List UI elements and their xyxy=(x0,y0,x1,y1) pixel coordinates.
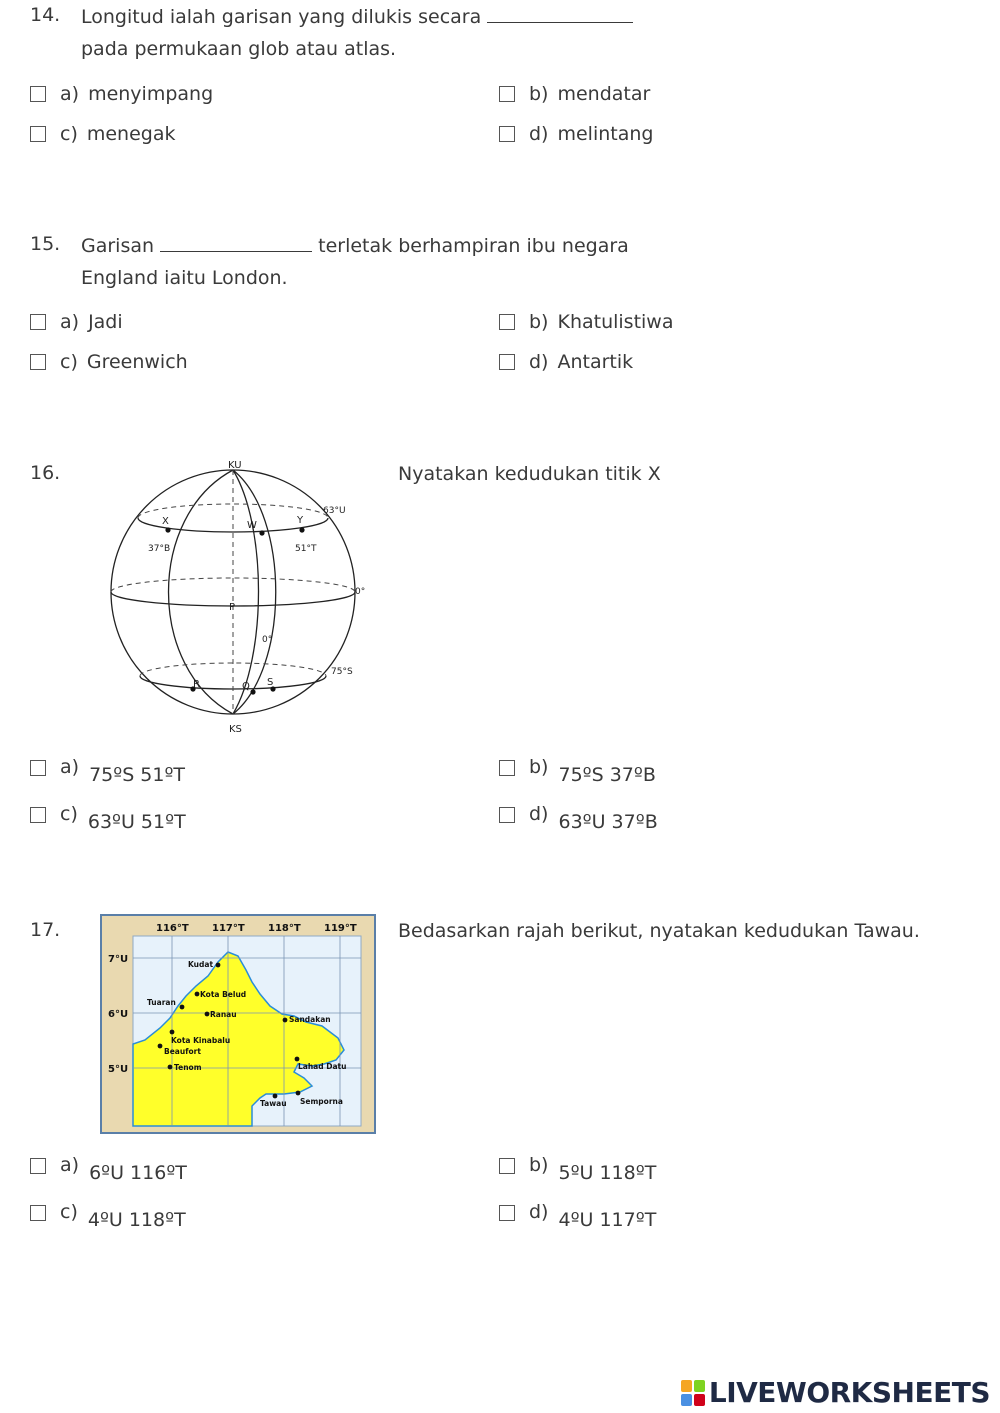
q17-option-c[interactable] xyxy=(30,1201,186,1231)
logo-cell xyxy=(694,1380,705,1392)
dot-beaufort xyxy=(158,1044,163,1049)
q16-number: 16. xyxy=(30,462,61,484)
q16-checkbox-c[interactable] xyxy=(30,807,46,823)
label-51t: 51°T xyxy=(295,544,317,554)
q15-text-line1 xyxy=(81,233,629,257)
point-x xyxy=(165,527,170,532)
label-kota-belud: Kota Belud xyxy=(200,990,247,999)
label-116t: 116°T xyxy=(156,923,189,934)
label-sandakan: Sandakan xyxy=(289,1015,331,1024)
option-label: a) xyxy=(60,1154,80,1176)
option-label: c) xyxy=(60,1201,78,1223)
q14-option-a[interactable] xyxy=(30,81,213,107)
option-label: d) xyxy=(529,351,549,373)
q17-checkbox-d[interactable] xyxy=(499,1205,515,1221)
logo-cell xyxy=(681,1380,692,1392)
dot-tenom xyxy=(168,1065,173,1070)
option-label: a) xyxy=(60,756,80,778)
label-117t: 117°T xyxy=(212,923,245,934)
label-tawau: Tawau xyxy=(260,1099,287,1108)
q15-option-b[interactable] xyxy=(499,309,674,335)
meridian-0 xyxy=(233,470,259,714)
label-y: Y xyxy=(297,515,304,526)
option-text: 63ºU 37ºB xyxy=(558,811,658,833)
logo-cell xyxy=(694,1394,705,1406)
q15-checkbox-d[interactable] xyxy=(499,354,515,370)
q14-text-before: Longitud ialah garisan yang dilukis secara xyxy=(81,6,482,28)
q16-option-c[interactable] xyxy=(30,803,186,833)
label-semporna: Semporna xyxy=(300,1097,343,1106)
q16-checkbox-b[interactable] xyxy=(499,760,515,776)
option-text: Antartik xyxy=(557,351,634,373)
label-w: W xyxy=(247,520,257,531)
q15-option-c[interactable] xyxy=(30,349,188,375)
option-label: a) xyxy=(60,311,80,333)
label-meridian: 0° xyxy=(262,635,273,645)
q14-checkbox-a[interactable] xyxy=(30,86,46,102)
q17-checkbox-c[interactable] xyxy=(30,1205,46,1221)
q16-option-b[interactable] xyxy=(499,756,656,786)
q14-option-d[interactable] xyxy=(499,121,653,147)
dot-semporna xyxy=(296,1091,301,1096)
q16-option-a[interactable] xyxy=(30,756,186,786)
q17-question: Bedasarkan rajah berikut, nyatakan kedudukan Tawau. xyxy=(398,920,920,942)
label-r: R xyxy=(193,679,200,690)
q16-checkbox-a[interactable] xyxy=(30,760,46,776)
q15-checkbox-c[interactable] xyxy=(30,354,46,370)
liveworksheets-logo[interactable] xyxy=(681,1376,990,1409)
label-ku: KU xyxy=(228,460,242,471)
q14-number: 14. xyxy=(30,4,61,26)
dot-tuaran xyxy=(180,1005,185,1010)
q15-blank xyxy=(160,233,312,252)
option-label: c) xyxy=(60,123,78,145)
point-y xyxy=(299,527,304,532)
option-text: Greenwich xyxy=(86,351,188,373)
option-label: c) xyxy=(60,351,78,373)
q15-option-d[interactable] xyxy=(499,349,633,375)
q14-checkbox-c[interactable] xyxy=(30,126,46,142)
q17-number: 17. xyxy=(30,919,61,941)
q15-text-line2: England iaitu London. xyxy=(81,267,288,289)
dot-ranau xyxy=(205,1012,210,1017)
globe-diagram xyxy=(105,456,375,738)
q14-option-b[interactable] xyxy=(499,81,650,107)
q17-option-a[interactable] xyxy=(30,1154,187,1184)
label-q: Q xyxy=(242,681,250,692)
option-text: Jadi xyxy=(88,311,123,333)
option-label: b) xyxy=(529,1154,549,1176)
q16-option-d[interactable] xyxy=(499,803,658,833)
label-x: X xyxy=(162,516,169,527)
q15-text-before: Garisan xyxy=(81,235,155,257)
label-beaufort: Beaufort xyxy=(164,1047,201,1056)
dot-sandakan xyxy=(283,1018,288,1023)
label-s: S xyxy=(267,677,274,688)
option-label: d) xyxy=(529,123,549,145)
label-75s: 75°S xyxy=(331,667,353,677)
label-7u: 7°U xyxy=(108,954,129,965)
dot-lahad-datu xyxy=(295,1057,300,1062)
label-63u: 63°U xyxy=(323,506,346,516)
q15-text-after: terletak berhampiran ibu negara xyxy=(318,235,629,257)
label-tenom: Tenom xyxy=(174,1063,202,1072)
q14-checkbox-b[interactable] xyxy=(499,86,515,102)
option-text: 75ºS 37ºB xyxy=(558,764,656,786)
q15-option-a[interactable] xyxy=(30,309,123,335)
dot-kudat xyxy=(216,963,221,968)
q15-number: 15. xyxy=(30,233,61,255)
option-label: d) xyxy=(529,1201,549,1223)
q16-checkbox-d[interactable] xyxy=(499,807,515,823)
label-5u: 5°U xyxy=(108,1064,129,1075)
option-text: 4ºU 117ºT xyxy=(558,1209,657,1231)
option-text: mendatar xyxy=(557,83,651,105)
label-118t: 118°T xyxy=(268,923,301,934)
option-label: b) xyxy=(529,311,549,333)
q14-text-line2: pada permukaan glob atau atlas. xyxy=(81,38,397,60)
q17-option-d[interactable] xyxy=(499,1201,657,1231)
meridian-37b xyxy=(169,470,234,714)
label-tuaran: Tuaran xyxy=(147,998,176,1007)
label-6u: 6°U xyxy=(108,1009,129,1020)
option-label: a) xyxy=(60,83,80,105)
q17-option-b[interactable] xyxy=(499,1154,657,1184)
label-37b: 37°B xyxy=(148,544,171,554)
option-text: 63ºU 51ºT xyxy=(87,811,186,833)
option-text: 6ºU 116ºT xyxy=(89,1162,187,1184)
option-label: d) xyxy=(529,803,549,825)
label-lahad-datu: Lahad Datu xyxy=(298,1062,347,1071)
dot-kota-kinabalu xyxy=(170,1030,175,1035)
logo-cell xyxy=(681,1394,692,1406)
option-text: menegak xyxy=(86,123,176,145)
label-ks: KS xyxy=(229,724,242,735)
option-text: 4ºU 118ºT xyxy=(87,1209,186,1231)
label-ranau: Ranau xyxy=(210,1010,237,1019)
label-p: P xyxy=(229,602,236,613)
label-equator: 0° xyxy=(355,587,366,597)
q14-text-line1 xyxy=(81,4,633,28)
option-label: b) xyxy=(529,83,549,105)
option-label: c) xyxy=(60,803,78,825)
option-text: menyimpang xyxy=(88,83,214,105)
q14-checkbox-d[interactable] xyxy=(499,126,515,142)
q15-checkbox-b[interactable] xyxy=(499,314,515,330)
point-w xyxy=(259,530,264,535)
q15-checkbox-a[interactable] xyxy=(30,314,46,330)
option-text: Khatulistiwa xyxy=(557,311,674,333)
q16-question: Nyatakan kedudukan titik X xyxy=(398,463,661,485)
option-text: 75ºS 51ºT xyxy=(89,764,186,786)
q14-option-c[interactable] xyxy=(30,121,176,147)
dot-kota-belud xyxy=(195,992,200,997)
label-kota-kinabalu: Kota Kinabalu xyxy=(171,1036,231,1045)
q17-checkbox-b[interactable] xyxy=(499,1158,515,1174)
point-q xyxy=(250,689,255,694)
sabah-map xyxy=(100,914,376,1134)
q17-checkbox-a[interactable] xyxy=(30,1158,46,1174)
logo-text: LIVEWORKSHEETS xyxy=(708,1376,990,1409)
label-kudat: Kudat xyxy=(188,960,214,969)
label-119t: 119°T xyxy=(324,923,357,934)
option-text: 5ºU 118ºT xyxy=(558,1162,657,1184)
option-text: melintang xyxy=(557,123,654,145)
dot-tawau xyxy=(273,1094,278,1099)
logo-mark-icon xyxy=(681,1380,705,1406)
q14-blank xyxy=(487,4,633,23)
option-label: b) xyxy=(529,756,549,778)
